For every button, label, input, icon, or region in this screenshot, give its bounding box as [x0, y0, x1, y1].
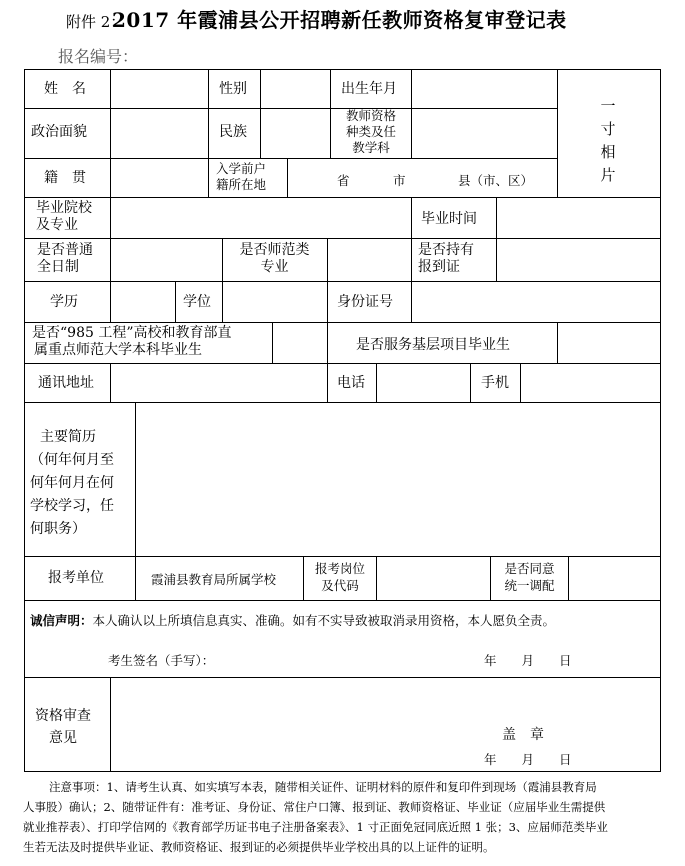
note-line: 就业推荐表）、打印学信网的《教育部学历证书电子注册备案表》、1 寸正面免冠同底近照 1 张；3、应届师范类毕业 — [23, 820, 608, 834]
cert-type-label: 教师资格 种类及任 教学科 — [345, 108, 396, 155]
name-label: 姓 名 — [44, 81, 86, 97]
politics-label: 政治面貌 — [31, 124, 87, 140]
report-cert-label: 是否持有 报到证 — [418, 242, 474, 275]
declaration-text: 本人确认以上所填信息真实、准确。如有不实导致被取消录用资格，本人愿负全责。 — [92, 613, 556, 628]
id-number-label: 身份证号 — [337, 294, 393, 310]
grassroots-label: 是否服务基层项目毕业生 — [356, 337, 510, 353]
city-label: 市 — [393, 173, 406, 188]
signature-label: 考生签名（手写）： — [108, 653, 215, 668]
apply-unit-value: 霞浦县教育局所属学校 — [151, 572, 277, 587]
notes — [23, 777, 663, 857]
apply-unit-label: 报考单位 — [48, 570, 104, 586]
signature-date: 年 月 日 — [484, 653, 572, 668]
adjust-label: 是否同意 统一调配 — [504, 561, 555, 593]
resume-label: 主要简历 （何年何月至 何年何月在何 学校学习，任 何职务） — [30, 429, 114, 537]
education-label: 学历 — [50, 294, 78, 310]
note-line: 注意事项：1、请考生认真、如实填写本表，随带相关证件、证明材料的原件和复印件到现场（霞浦县教育局 — [49, 780, 597, 794]
normal-major-label: 是否师范类 专业 — [239, 242, 310, 275]
birth-label: 出生年月 — [341, 81, 397, 97]
address-label: 通讯地址 — [38, 375, 94, 391]
hukou-label: 入学前户 籍所在地 — [216, 161, 267, 192]
phone-label: 电话 — [337, 375, 365, 391]
mobile-label: 手机 — [481, 375, 509, 391]
fulltime-label: 是否普通 全日制 — [37, 242, 93, 275]
review-label: 资格审查 意见 — [35, 708, 91, 746]
declaration — [30, 611, 555, 629]
project985-label: 是否“985 工程”高校和教育部直 属重点师范大学本科毕业生 — [32, 325, 232, 358]
note-line: 生若无法及时提供毕业证、教师资格证、报到证的必须提供毕业学校出具的以上证件的证明。 — [23, 840, 495, 854]
school-label: 毕业院校 及专业 — [36, 200, 92, 233]
native-label: 籍 贯 — [44, 170, 86, 186]
review-date: 年 月 日 — [484, 752, 572, 767]
seal-label: 盖 章 — [502, 727, 544, 743]
county-label: 县（市、区） — [458, 173, 534, 188]
province-label: 省 — [337, 173, 350, 188]
ethnic-label: 民族 — [219, 124, 247, 140]
grad-time-label: 毕业时间 — [421, 211, 477, 227]
note-line: 人事股）确认；2、随带证件有：准考证、身份证、常住户口簿、报到证、教师资格证、毕业证（应届毕业生需提供 — [23, 800, 606, 814]
registration-number-label: 报名编号： — [58, 47, 139, 66]
post-label: 报考岗位 及代码 — [314, 561, 365, 593]
page-title: 2017 年霞浦县公开招聘新任教师资格复审登记表 — [112, 8, 567, 32]
declaration-label: 诚信声明： — [30, 613, 93, 628]
gender-label: 性别 — [219, 81, 247, 97]
degree-label: 学位 — [183, 294, 211, 310]
photo-label: 一寸相片 — [600, 97, 616, 184]
attachment-label: 附件 2： — [66, 13, 126, 31]
